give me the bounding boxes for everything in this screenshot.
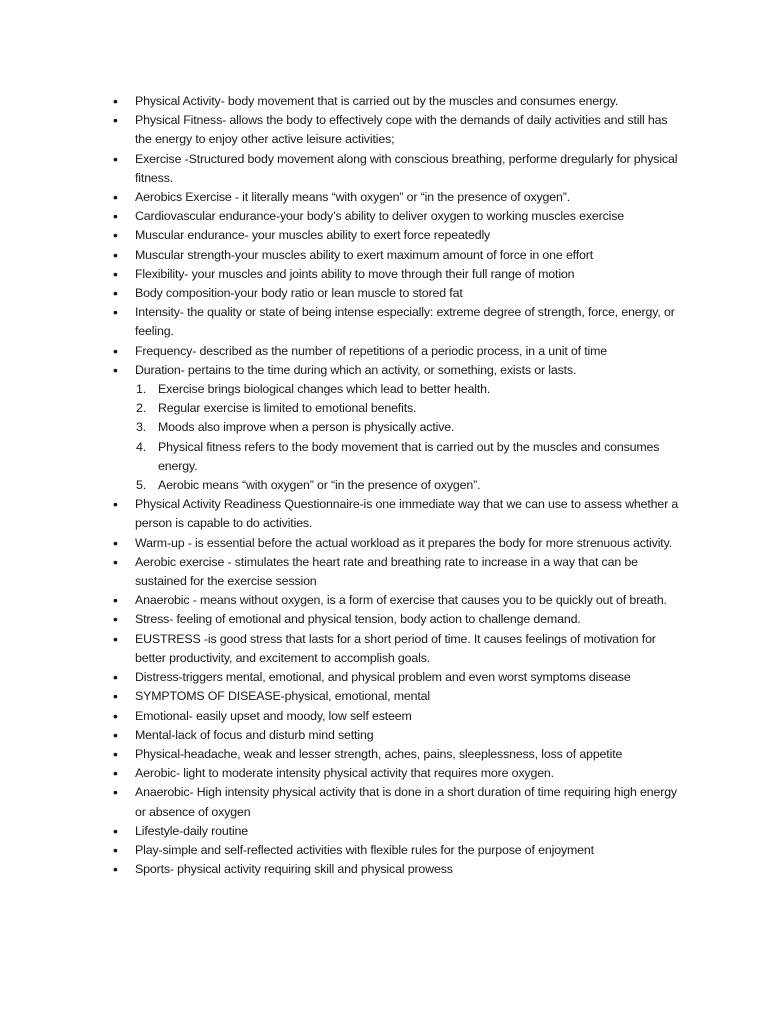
bullet-text: Physical-headache, weak and lesser strength, aches, pains, sleeplessness, loss of appetite [135, 746, 623, 761]
numbered-item [100, 476, 685, 495]
bullet-item [100, 226, 685, 245]
bullet-text: Muscular strength-your muscles ability to exert maximum amount of force in one effort [135, 247, 594, 262]
item-number: 5. [136, 478, 147, 493]
numbered-text: Exercise brings biological changes which lead to better health. [158, 382, 491, 397]
bullet-text: Mental-lack of focus and disturb mind setting [135, 727, 374, 742]
bullet-text: Body composition-your body ratio or lean muscle to stored fat [135, 286, 463, 301]
numbered-item [100, 380, 685, 399]
bullet-item [100, 687, 685, 706]
bullet-item [100, 783, 685, 821]
bullet-item [100, 860, 685, 879]
bullet-text: Flexibility- your muscles and joints ability to move through their full range of motion [135, 266, 575, 281]
bullet-item [100, 495, 685, 533]
bullet-item [100, 361, 685, 380]
bullet-item [100, 207, 685, 226]
bullet-item [100, 630, 685, 668]
bullet-item [100, 726, 685, 745]
item-number: 2. [136, 401, 147, 416]
item-number: 4. [136, 439, 147, 454]
bullet-text: Aerobics Exercise - it literally means “with oxygen” or “in the presence of oxygen”. [135, 190, 571, 205]
bullet-item [100, 246, 685, 265]
bullet-text: Play-simple and self-reflected activities with flexible rules for the purpose of enjoyment [135, 842, 594, 857]
notes-list [100, 92, 685, 879]
bullet-item [100, 764, 685, 783]
numbered-text: Moods also improve when a person is physically active. [158, 420, 455, 435]
bullet-text: Intensity- the quality or state of being intense especially: extreme degree of strength, force, energy, or feeling. [135, 305, 675, 339]
bullet-text: Cardiovascular endurance-your body’s ability to deliver oxygen to working muscles exercise [135, 209, 625, 224]
bullet-text: Stress- feeling of emotional and physical tension, body action to challenge demand. [135, 612, 581, 627]
bullet-text: Muscular endurance- your muscles ability to exert force repeatedly [135, 228, 491, 243]
numbered-item [100, 438, 685, 476]
bullet-item [100, 265, 685, 284]
bullet-item [100, 707, 685, 726]
bullet-text: Aerobic exercise - stimulates the heart rate and breathing rate to increase in a way that can be sustained for the exercise session [135, 554, 638, 589]
bullet-item [100, 342, 685, 361]
bullet-text: SYMPTOMS OF DISEASE-physical, emotional, mental [135, 689, 431, 704]
item-number: 1. [136, 382, 147, 397]
bullet-text: Anaerobic - means without oxygen, is a form of exercise that causes you to be quickly out of breath. [135, 593, 667, 608]
bullet-text: Physical Activity Readiness Questionnaire-is one immediate way that we can use to assess whether a person is capable to do activities. [135, 497, 679, 531]
bullet-text: Frequency- described as the number of repetitions of a periodic process, in a unit of time [135, 343, 608, 358]
bullet-item [100, 150, 685, 188]
bullet-text: Physical Activity- body movement that is carried out by the muscles and consumes energy. [135, 94, 619, 108]
bullet-item [100, 822, 685, 841]
bullet-text: Warm-up - is essential before the actual workload as it prepares the body for more strenuous activity. [135, 535, 673, 550]
bullet-text: Anaerobic- High intensity physical activity that is done in a short duration of time requiring high energy or absence of oxygen [135, 785, 677, 819]
bullet-text: Aerobic- light to moderate intensity physical activity that requires more oxygen. [135, 766, 554, 781]
item-number: 3. [136, 420, 147, 435]
bullet-text: Lifestyle-daily routine [135, 823, 248, 838]
numbered-text: Aerobic means “with oxygen” or “in the presence of oxygen”. [158, 478, 481, 493]
bullet-item [100, 303, 685, 341]
numbered-text: Regular exercise is limited to emotional benefits. [158, 401, 417, 416]
numbered-item [100, 418, 685, 437]
bullet-item [100, 284, 685, 303]
bullet-item [100, 668, 685, 687]
numbered-item [100, 399, 685, 418]
numbered-text: Physical fitness refers to the body movement that is carried out by the muscles and consumes energy. [158, 439, 660, 473]
bullet-item [100, 534, 685, 553]
bullet-text: Exercise -Structured body movement along with conscious breathing, performe dregularly for physical fitness. [135, 151, 678, 185]
bullet-item [100, 591, 685, 610]
bullet-item [100, 92, 685, 111]
bullet-item [100, 745, 685, 764]
bullet-text: Duration- pertains to the time during which an activity, or something, exists or lasts. [135, 362, 577, 377]
bullet-item [100, 610, 685, 629]
bullet-item [100, 841, 685, 860]
bullet-text: Physical Fitness- allows the body to effectively cope with the demands of daily activities and still has the energy to enjoy other active leisure activities; [135, 113, 668, 147]
bullet-item [100, 111, 685, 149]
bullet-item [100, 188, 685, 207]
bullet-item [100, 553, 685, 591]
bullet-text: Emotional- easily upset and moody, low self esteem [135, 708, 412, 723]
bullet-text: Distress-triggers mental, emotional, and physical problem and even worst symptoms disease [135, 670, 631, 685]
bullet-text: Sports- physical activity requiring skill and physical prowess [135, 862, 453, 877]
bullet-text: EUSTRESS -is good stress that lasts for a short period of time. It causes feelings of motivation for better productivity, and excitement to accomplish goals. [135, 631, 656, 665]
